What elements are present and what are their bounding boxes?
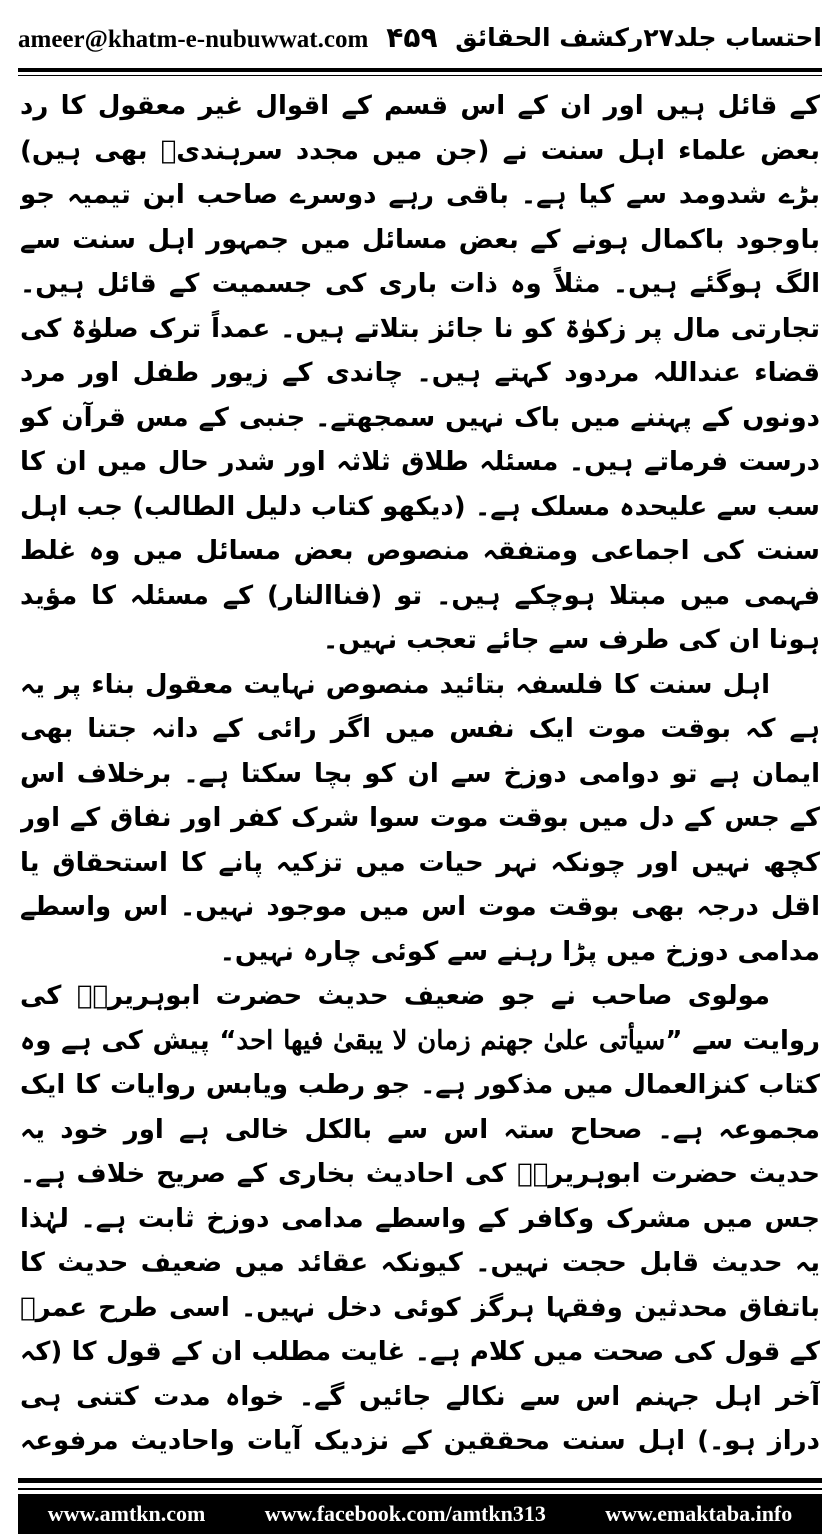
book-title: احتساب جلد۲۷رکشف الحقائق xyxy=(455,22,822,52)
header-rule-thin xyxy=(18,75,822,76)
page-body xyxy=(20,84,820,1462)
page-header xyxy=(18,8,822,66)
footer-rule-thick xyxy=(18,1478,822,1483)
footer-link-emaktaba[interactable]: www.emaktaba.info xyxy=(605,1501,793,1526)
footer-rule-thin xyxy=(18,1488,822,1490)
header-left xyxy=(18,21,438,54)
arabic-hadith-quote: سیأتی علیٰ جھنم زمان لا یبقیٰ فیھا احد xyxy=(236,1025,666,1056)
footer-link-facebook[interactable]: www.facebook.com/amtkn313 xyxy=(264,1501,546,1526)
header-rule-thick xyxy=(18,68,822,72)
header-email: ameer@khatm-e-nubuwwat.com xyxy=(18,25,369,53)
page-number: ۴۵۹ xyxy=(386,20,438,54)
paragraph-3-text-1: مولوی صاحب نے جو ضعیف حدیث حضرت ابوہریرہؓ کی روایت سے ” xyxy=(20,981,820,1056)
paragraph-1: کے قائل ہیں اور ان کے اس قسم کے اقوال غیر معقول کا رد بعض علماء اہل سنت نے (جن میں مجدد سرہندیؒ بھی ہیں) بڑے شدومد سے کیا ہے۔ باقی رہے دوسرے صاحب ابن تیمیہ جو باوجود باکمال ہونے کے بعض مسائل میں جمہور اہل سنت سے الگ ہوگئے ہیں۔ مثلاً وہ ذات باری کی جسمیت کے قائل ہیں۔ تجارتی مال پر زکوٰۃ کو نا جائز بتلاتے ہیں۔ عمداً ترک صلوٰۃ کی قضاء عنداللہ مردود کہتے ہیں۔ چاندی کے زیور طفل اور مرد دونوں کے پہننے میں باک نہیں سمجھتے۔ جنبی کے مس قرآن کو درست فرماتے ہیں۔ مسئلہ طلاق ثلاثہ اور شدر حال میں ان کا سب سے علیحدہ مسلک ہے۔ (دیکھو کتاب دلیل الطالب) جب اہل سنت کی اجماعی ومتفقہ منصوص بعض مسائل میں وہ غلط فہمی میں مبتلا ہوچکے ہیں۔ تو (فناالنار) کے مسئلہ کا مؤید ہونا ان کی طرف سے جائے تعجب نہیں۔ xyxy=(20,91,820,655)
paragraph-3 xyxy=(20,974,820,1462)
paragraph-2: اہل سنت کا فلسفہ بتائید منصوص نہایت معقول بناء پر یہ ہے کہ بوقت موت ایک نفس میں اگر رائی کے دانہ جتنا بھی ایمان ہے تو دوامی دوزخ سے ان کو بچا سکتا ہے۔ برخلاف اس کے جس کے دل میں بوقت موت سوا شرک کفر اور نفاق کے اور کچھ نہیں اور چونکہ نہر حیات میں تزکیہ پانے کا استحقاق یا اقل درجہ بھی بوقت موت اس میں موجود نہیں۔ اس واسطے مدامی دوزخ میں پڑا رہنے سے کوئی چارہ نہیں۔ xyxy=(20,669,820,967)
footer-link-amtkn[interactable]: www.amtkn.com xyxy=(47,1501,206,1526)
paragraph-3-text-2: “ پیش کی ہے وہ کتاب کنزالعمال میں مذکور ہے۔ جو رطب ویابس روایات کا ایک مجموعہ ہے۔ صحاح ستہ اس سے بالکل خالی ہے اور خود یہ حدیث حضرت ابوہریرہؓ کی احادیث بخاری کے صریح خلاف ہے۔ جس میں مشرک وکافر کے واسطے مدامی دوزخ ثابت ہے۔ لہٰذا یہ حدیث قابل حجت نہیں۔ کیونکہ عقائد میں ضعیف حدیث کا باتفاق محدثین وفقہا ہرگز کوئی دخل نہیں۔ اسی طرح عمرؓ کے قول کی صحت میں کلام ہے۔ غایت مطلب ان کے قول کا (کہ آخر اہل جہنم اس سے نکالے جائیں گے۔ خواہ مدت کتنی ہی دراز ہو۔) اہل سنت محققین کے نزدیک آیات واحادیث مرفوعہ xyxy=(20,1025,820,1456)
page-footer xyxy=(18,1494,822,1534)
